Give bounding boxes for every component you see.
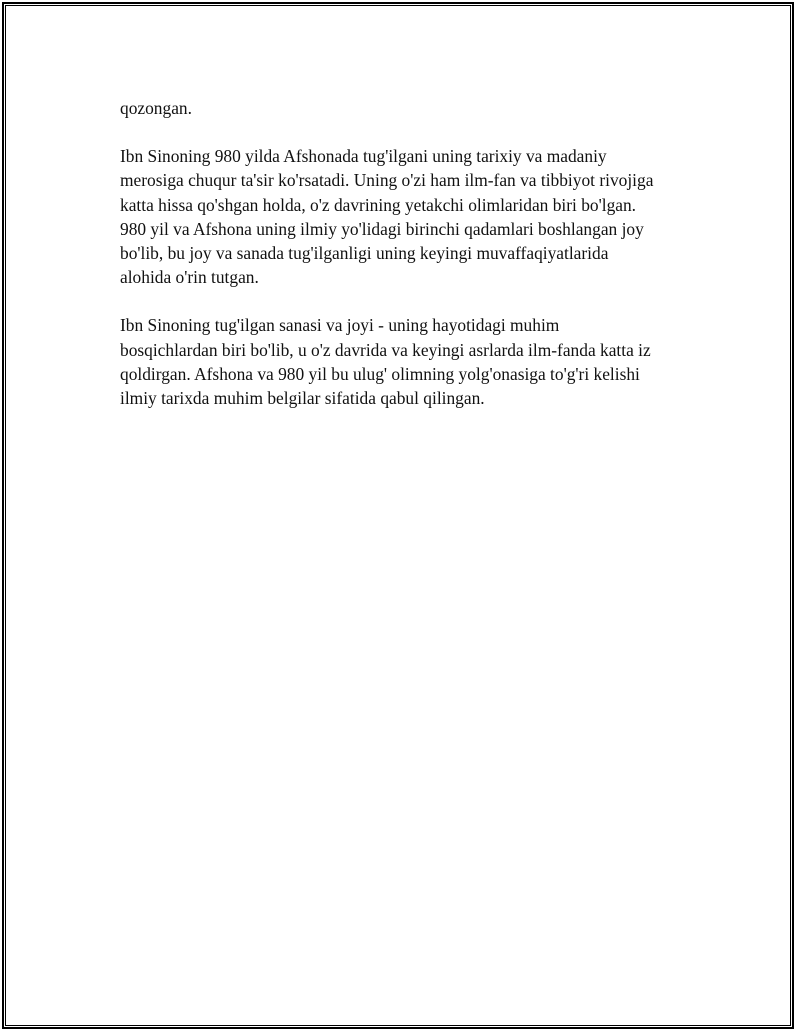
paragraph-1 (120, 96, 700, 120)
text-line: Ibn Sinoning tug'ilgan sanasi va joyi - uning hayotidagi muhim (120, 315, 560, 336)
text-line: qozongan. (120, 98, 192, 118)
paragraph-2 (120, 144, 700, 289)
text-line: 980 yil va Afshona uning ilmiy yo'lidagi birinchi qadamlari boshlangan joy (120, 218, 644, 239)
text-line: katta hissa qo'shgan holda, o'z davrining yetakchi olimlaridan biri bo'lgan. (120, 194, 637, 215)
text-line: Ibn Sinoning 980 yilda Afshonada tug'ilgani uning tarixiy va madaniy (120, 146, 607, 167)
text-line: bosqichlardan biri bo'lib, u o'z davrida va keyingi asrlarda ilm-fanda katta iz (120, 339, 651, 360)
text-line: merosiga chuqur ta'sir ko'rsatadi. Uning o'zi ham ilm-fan va tibbiyot rivojiga (120, 170, 654, 191)
text-line: qoldirgan. Afshona va 980 yil bu ulug' olimning yolg'onasiga to'g'ri kelishi (120, 363, 640, 384)
paragraph-3 (120, 313, 700, 410)
text-line: ilmiy tarixda muhim belgilar sifatida qabul qilingan. (120, 388, 485, 409)
text-line: alohida o'rin tutgan. (120, 267, 259, 288)
text-line: bo'lib, bu joy va sanada tug'ilganligi uning keyingi muvaffaqiyatlarida (120, 243, 609, 264)
document-page (2, 2, 794, 1029)
document-body (120, 96, 700, 434)
